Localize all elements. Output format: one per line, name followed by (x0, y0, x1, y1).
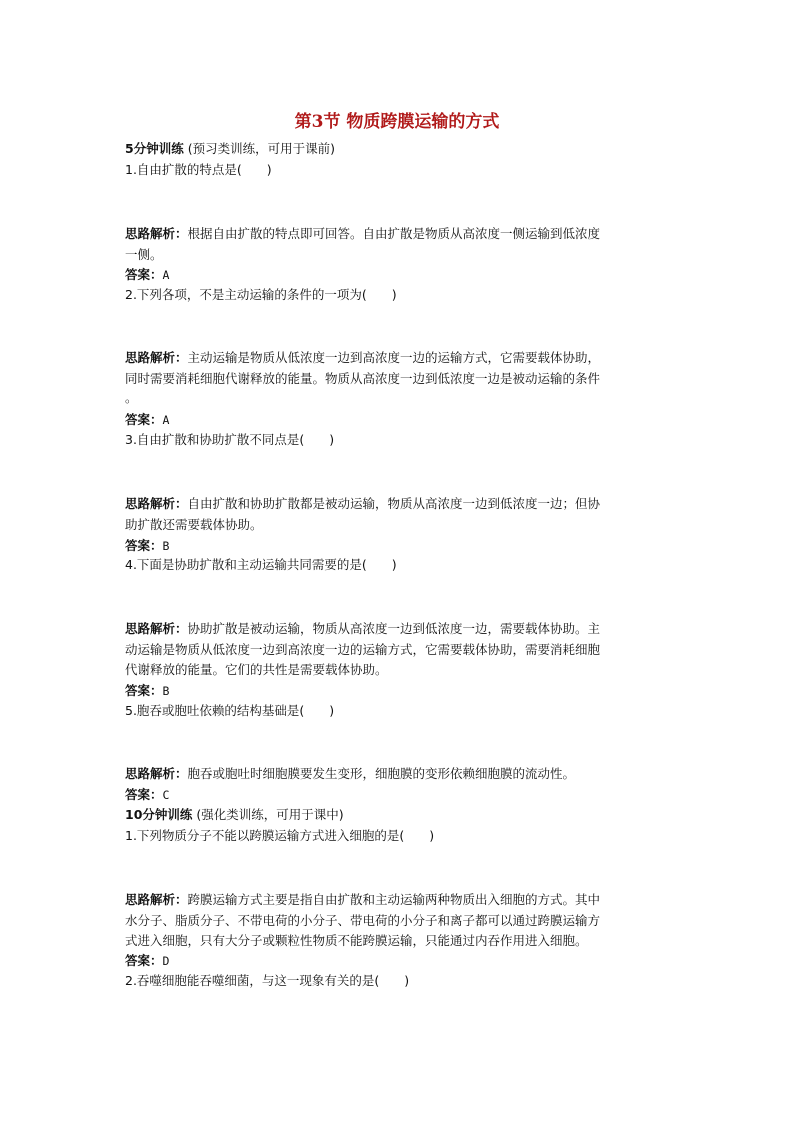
question: 1.自由扩散的特点是( ) (125, 162, 272, 177)
analysis-line (125, 618, 685, 639)
analysis-label: 思路解析： (125, 496, 188, 511)
section-header (125, 138, 685, 159)
analysis-line: 。 (125, 390, 138, 405)
analysis-label: 思路解析： (125, 226, 188, 241)
analysis-line: 代谢释放的能量。它们的共性是需要载体协助。 (125, 662, 388, 677)
question: 2.下列各项，不是主动运输的条件的一项为( ) (125, 287, 397, 302)
answer-value: A (162, 268, 170, 282)
question: 5.胞吞或胞吐依赖的结构基础是( ) (125, 703, 335, 718)
answer-line (125, 409, 685, 431)
answer-label: 答案： (125, 787, 163, 802)
analysis-text: 根据自由扩散的特点即可回答。自由扩散是物质从高浓度一侧运输到低浓度 (187, 226, 601, 241)
analysis-line (125, 223, 685, 244)
answer-label: 答案： (125, 953, 163, 968)
analysis-line: 一侧。 (125, 247, 163, 262)
question: 4.下面是协助扩散和主动运输共同需要的是( ) (125, 557, 397, 572)
answer-label: 答案： (125, 683, 163, 698)
analysis-text: 自由扩散和协助扩散都是被动运输，物质从高浓度一边到低浓度一边；但协 (187, 496, 601, 511)
answer-line (125, 264, 685, 286)
analysis-text: 胞吞或胞吐时细胞膜要发生变形，细胞膜的变形依赖细胞膜的流动性。 (187, 766, 576, 781)
answer-label: 答案： (125, 538, 163, 553)
question: 3.自由扩散和协助扩散不同点是( ) (125, 432, 335, 447)
answer-value: A (162, 413, 170, 427)
analysis-text: 主动运输是物质从低浓度一边到高浓度一边的运输方式，它需要载体协助， (187, 350, 601, 365)
section-heading: 10分钟训练 (125, 807, 193, 822)
analysis-line (125, 763, 685, 784)
analysis-line (125, 889, 685, 910)
answer-label: 答案： (125, 412, 163, 427)
section-heading: 5分钟训练 (125, 141, 184, 156)
analysis-line: 式进入细胞，只有大分子或颗粒性物质不能跨膜运输，只能通过内吞作用进入细胞。 (125, 933, 588, 948)
analysis-line: 助扩散还需要载体协助。 (125, 517, 263, 532)
answer-label: 答案： (125, 267, 163, 282)
analysis-line: 同时需要消耗细胞代谢释放的能量。物质从高浓度一边到低浓度一边是被动运输的条件 (125, 371, 601, 386)
section-header (125, 804, 685, 825)
answer-value: D (162, 954, 170, 968)
answer-line (125, 950, 685, 972)
answer-line (125, 784, 685, 806)
analysis-text: 跨膜运输方式主要是指自由扩散和主动运输两种物质出入细胞的方式。其中 (187, 892, 601, 907)
analysis-label: 思路解析： (125, 892, 188, 907)
analysis-label: 思路解析： (125, 621, 188, 636)
analysis-label: 思路解析： (125, 350, 188, 365)
analysis-line: 动运输是物质从低浓度一边到高浓度一边的运输方式，它需要载体协助，需要消耗细胞 (125, 642, 601, 657)
analysis-text: 协助扩散是被动运输，物质从高浓度一边到低浓度一边，需要载体协助。主 (187, 621, 601, 636)
analysis-line (125, 493, 685, 514)
analysis-line (125, 347, 685, 368)
answer-line (125, 680, 685, 702)
section-note: (预习类训练，可用于课前) (187, 141, 335, 156)
page-title: 第3节 物质跨膜运输的方式 (294, 112, 500, 132)
answer-value: B (162, 684, 170, 698)
analysis-line: 水分子、脂质分子、不带电荷的小分子、带电荷的小分子和离子都可以通过跨膜运输方 (125, 913, 601, 928)
analysis-label: 思路解析： (125, 766, 188, 781)
answer-value: C (162, 788, 170, 802)
question: 2.吞噬细胞能吞噬细菌，与这一现象有关的是( ) (125, 973, 410, 988)
answer-value: B (162, 539, 170, 553)
question: 1.下列物质分子不能以跨膜运输方式进入细胞的是( ) (125, 828, 435, 843)
section-note: (强化类训练，可用于课中) (196, 807, 344, 822)
